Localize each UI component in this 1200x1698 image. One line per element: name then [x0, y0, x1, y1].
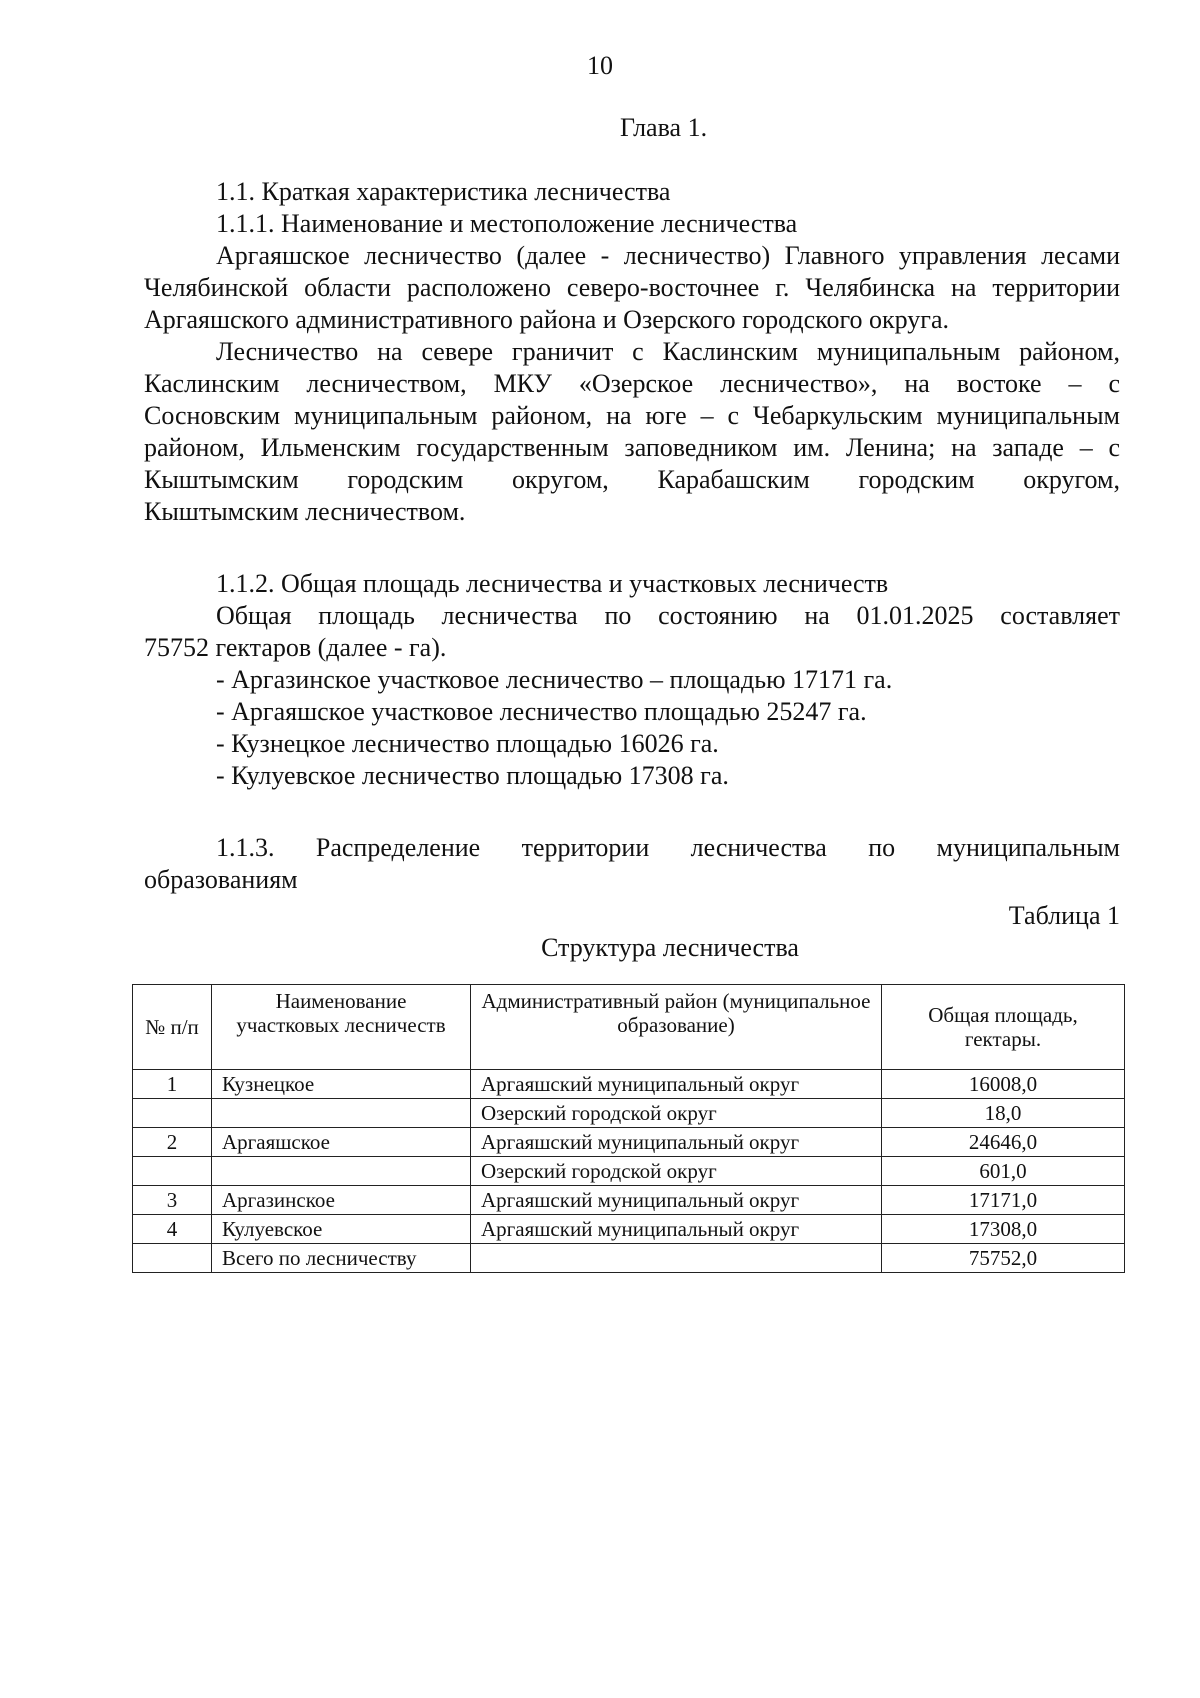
- section-heading-1-1-3: 1.1.3. Распределение территории лесничества по муниципальным: [216, 833, 1120, 862]
- para2-line: Лесничество на севере граничит с Каслинским муниципальным районом,: [216, 337, 1120, 366]
- header-area: Общая площадь, гектары.: [882, 985, 1125, 1070]
- header-district: Административный район (муниципальное образование): [471, 985, 882, 1070]
- cell-number: [133, 1244, 212, 1273]
- para2-line: Каслинским лесничеством, МКУ «Озерское лесничество», на востоке – с: [144, 369, 1120, 398]
- cell-name: Аргазинское: [212, 1186, 471, 1215]
- table-label: Таблица 1: [1008, 901, 1120, 930]
- cell-name: [212, 1099, 471, 1128]
- cell-number: 2: [133, 1128, 212, 1157]
- cell-area: 601,0: [882, 1157, 1125, 1186]
- table-header-row: [133, 985, 1125, 1070]
- cell-total-area: 75752,0: [882, 1244, 1125, 1273]
- table-row: [133, 1099, 1125, 1128]
- para2-line: районом, Ильменским государственным заповедником им. Ленина; на западе – с: [144, 433, 1120, 462]
- header-number: № п/п: [133, 985, 212, 1070]
- section-heading-1-1-1: 1.1.1. Наименование и местоположение лесничества: [216, 209, 798, 238]
- cell-area: 16008,0: [882, 1070, 1125, 1099]
- section-heading-1-1: 1.1. Краткая характеристика лесничества: [216, 177, 671, 206]
- para2-line: Сосновским муниципальным районом, на юге – с Чебаркульским муниципальным: [144, 401, 1120, 430]
- page-number: 10: [587, 51, 613, 80]
- list-item: - Аргаяшское участковое лесничество площадью 25247 га.: [216, 697, 867, 726]
- para2-line: Кыштымским городским округом, Карабашским городским округом,: [144, 465, 1120, 494]
- cell-total-label: Всего по лесничеству: [212, 1244, 471, 1273]
- header-name: Наименование участковых лесничеств: [212, 985, 471, 1070]
- list-item: - Аргазинское участковое лесничество – площадью 17171 га.: [216, 665, 893, 694]
- para1-line: Аргаяшского административного района и Озерского городского округа.: [144, 305, 949, 334]
- table-row: [133, 1186, 1125, 1215]
- list-item: - Кулуевское лесничество площадью 17308 га.: [216, 761, 729, 790]
- table-row: [133, 1157, 1125, 1186]
- cell-district: Озерский городской округ: [471, 1099, 882, 1128]
- cell-area: 17171,0: [882, 1186, 1125, 1215]
- cell-name: Аргаяшское: [212, 1128, 471, 1157]
- cell-number: 1: [133, 1070, 212, 1099]
- cell-number: 3: [133, 1186, 212, 1215]
- para3-line: Общая площадь лесничества по состоянию на 01.01.2025 составляет: [216, 601, 1120, 630]
- section-heading-1-1-3-cont: образованиям: [144, 865, 298, 894]
- cell-number: [133, 1157, 212, 1186]
- chapter-heading: Глава 1.: [620, 113, 708, 142]
- table-row: [133, 1070, 1125, 1099]
- table-row: [133, 1128, 1125, 1157]
- table-total-row: [133, 1244, 1125, 1273]
- list-item: - Кузнецкое лесничество площадью 16026 га.: [216, 729, 719, 758]
- cell-district: Аргаяшский муниципальный округ: [471, 1215, 882, 1244]
- forest-structure-table: [132, 984, 1125, 1273]
- cell-name: [212, 1157, 471, 1186]
- cell-area: 18,0: [882, 1099, 1125, 1128]
- para2-line: Кыштымским лесничеством.: [144, 497, 466, 526]
- cell-district: [471, 1244, 882, 1273]
- cell-area: 17308,0: [882, 1215, 1125, 1244]
- cell-number: 4: [133, 1215, 212, 1244]
- cell-number: [133, 1099, 212, 1128]
- cell-district: Аргаяшский муниципальный округ: [471, 1070, 882, 1099]
- para3-line: 75752 гектаров (далее - га).: [144, 633, 447, 662]
- cell-district: Аргаяшский муниципальный округ: [471, 1128, 882, 1157]
- table-title: Структура лесничества: [541, 933, 799, 962]
- para1-line: Челябинской области расположено северо-восточнее г. Челябинска на территории: [144, 273, 1120, 302]
- section-heading-1-1-2: 1.1.2. Общая площадь лесничества и участковых лесничеств: [216, 569, 889, 598]
- cell-district: Аргаяшский муниципальный округ: [471, 1186, 882, 1215]
- para1-line: Аргаяшское лесничество (далее - лесничество) Главного управления лесами: [216, 241, 1120, 270]
- cell-area: 24646,0: [882, 1128, 1125, 1157]
- cell-district: Озерский городской округ: [471, 1157, 882, 1186]
- cell-name: Кузнецкое: [212, 1070, 471, 1099]
- table-row: [133, 1215, 1125, 1244]
- cell-name: Кулуевское: [212, 1215, 471, 1244]
